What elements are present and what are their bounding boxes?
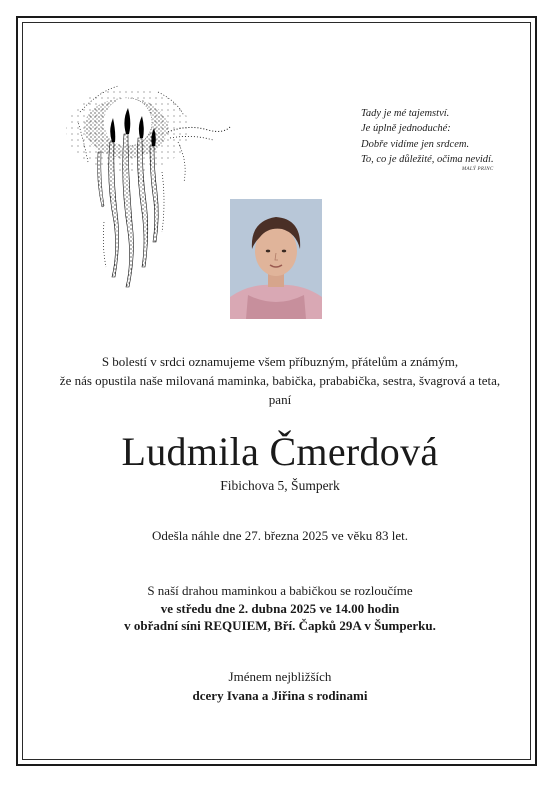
deceased-portrait: [230, 199, 322, 319]
announcement-line: S bolestí v srdci oznamujeme všem příbuzným, přátelům a známým,: [101, 354, 459, 369]
quote-line: Tady je mé tajemství.: [361, 108, 450, 119]
announcement-line: že nás opustila naše milovaná maminka, babička, prababička, sestra, švagrová a teta,: [59, 373, 501, 388]
signoff-family: dcery Ivana a Jiřina s rodinami: [192, 688, 368, 703]
signoff-intro: Jménem nejbližších: [228, 669, 332, 684]
quote-block: [361, 106, 521, 167]
funeral-venue: v obřadní síni REQUIEM, Bří. Čapků 29A v Šumperku.: [124, 618, 436, 633]
deceased-address: Fibichova 5, Šumperk: [220, 478, 340, 493]
candle-moon-illustration: [58, 72, 238, 292]
funeral-details: [40, 582, 520, 635]
death-notice: Odešla náhle dne 27. března 2025 ve věku 83 let.: [152, 528, 408, 543]
deceased-name: Ludmila Čmerdová: [121, 429, 439, 474]
quote-author: MALÝ PRINC: [462, 167, 494, 172]
quote-line: Dobře vidíme jen srdcem.: [361, 138, 470, 150]
announcement-text: [40, 352, 520, 409]
quote-line: To, co je důležité, očima nevidí.: [361, 153, 494, 165]
announcement-line: paní: [268, 392, 292, 407]
funeral-intro: S naší drahou maminkou a babičkou se rozloučíme: [147, 583, 413, 598]
signoff: [40, 667, 520, 705]
funeral-date-time: ve středu dne 2. dubna 2025 ve 14.00 hodin: [160, 600, 400, 616]
quote-line: Je úplně jednoduché:: [361, 123, 451, 135]
